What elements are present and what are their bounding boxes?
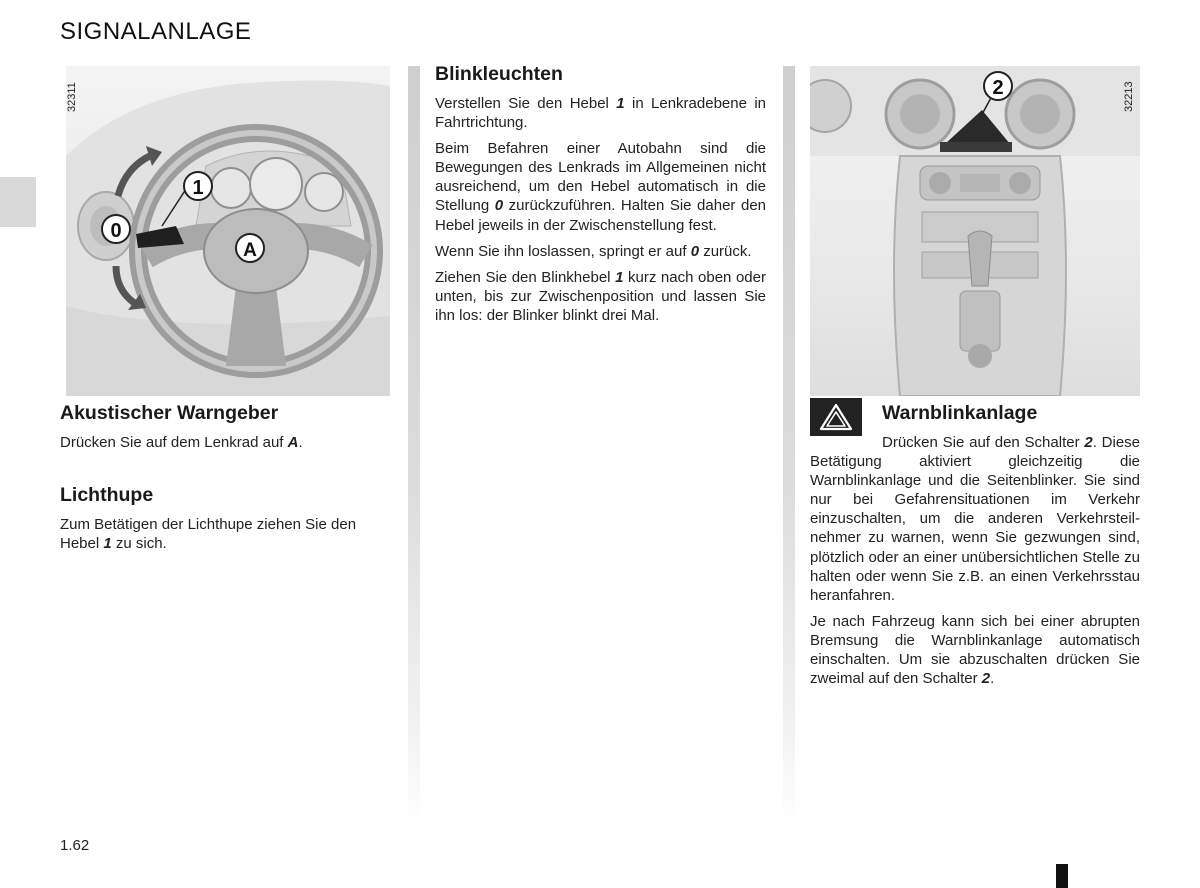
ref-a: A <box>287 434 299 451</box>
indicators-paragraph-1: Verstellen Sie den Hebel 1 in Lenkradebene in Fahrtrichtung. <box>435 95 766 132</box>
warning-triangle-icon <box>810 398 862 436</box>
hazard-switch-illustration <box>810 66 1140 396</box>
indicators-text <box>435 94 766 332</box>
horn-text: Drücken Sie auf dem Lenkrad auf A. <box>60 434 303 451</box>
hazard-text <box>810 433 1140 695</box>
page-number: 1.62 <box>60 837 90 854</box>
steering-wheel-illustration <box>66 66 390 396</box>
headlight-flash-text: Zum Betätigen der Lichthupe ziehen Sie den Hebel 1 zu sich. <box>60 516 357 553</box>
steering-wheel-drawing <box>66 66 390 396</box>
figure-code-right: 32213 <box>1123 81 1135 112</box>
indicators-paragraph-2: Beim Befahren einer Autobahn sind die Bewegungen des Lenkrads im Allgemeinen nicht ausreichend, um den Hebel automatisch in die Stellung 0 zurückzuführen. Halten Sie daher den Hebel jeweils in der Zwischenstellung fest. <box>435 140 766 234</box>
page-title: SIGNALANLAGE <box>60 18 252 45</box>
chapter-tab <box>0 177 36 227</box>
column-divider-left <box>408 66 420 826</box>
heading-hazard: Warnblinkanlage <box>882 402 1038 424</box>
indicators-paragraph-3: Wenn Sie ihn loslassen, springt er auf 0 zurück. <box>435 242 752 260</box>
figure-code-left: 32311 <box>66 82 78 112</box>
heading-headlight-flash: Lichthupe <box>60 484 154 506</box>
corner-mark <box>1056 864 1068 888</box>
hazard-paragraph-2: Je nach Fahrzeug kann sich bei einer abrupten Bremsung die Warnblinkanlage automatisch einschalten. Um sie abzuschalten drücken Sie zweimal auf den Schalter 2. <box>810 612 1140 688</box>
indicators-paragraph-4: Ziehen Sie den Blinkhebel 1 kurz nach oben oder unten, bis zur Zwischenposition und lassen Sie ihn los: der Blinker blinkt drei Mal. <box>435 268 766 324</box>
callout-2: 2 <box>992 77 1004 99</box>
heading-indicators: Blinkleuchten <box>435 63 563 85</box>
column-divider-right <box>783 66 795 826</box>
callout-a: A <box>243 240 257 261</box>
hazard-paragraph-1: Drücken Sie auf den Schalter 2. Diese Betätigung aktiviert gleichzeitig die Warnblinkanlage und die Seitenblinker. Sie sind nur bei Gefahrensituationen im Verkehr einzuschalten, um die anderen Verkehrsteilnehmer zu warnen, wenn Sie gezwungen sind, plötzlich oder an einer unübersichtlichen Stelle zu halten oder wenn Sie z.B. an einen Verkehrsstau heranfahren. <box>810 434 1141 604</box>
center-console-drawing <box>810 66 1140 396</box>
warning-badge <box>810 398 862 436</box>
callout-0: 0 <box>110 220 122 242</box>
ref-1: 1 <box>103 535 112 553</box>
callout-1: 1 <box>192 177 204 199</box>
heading-horn: Akustischer Warngeber <box>60 402 279 424</box>
